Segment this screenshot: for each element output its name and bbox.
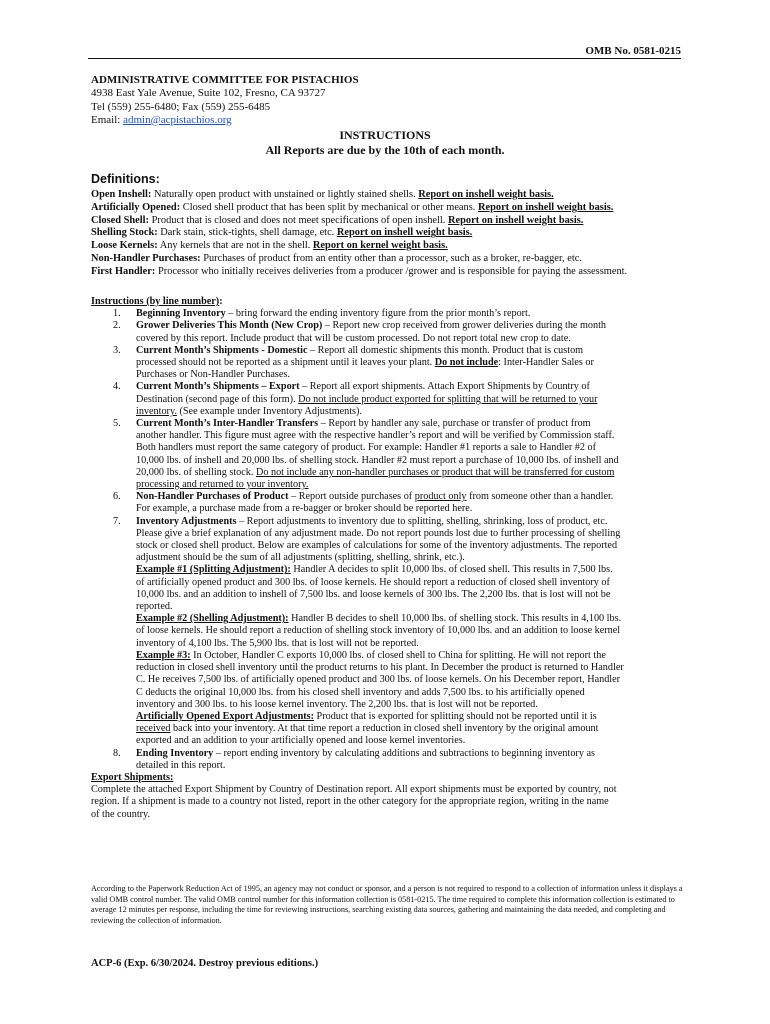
item-text: 20,000 lbs. of shelling stock.	[136, 466, 256, 478]
item-emphasis: inventory.	[136, 405, 177, 417]
definition-item	[91, 227, 691, 240]
example-text: In October, Handler C exports 10,000 lbs. of closed shell to China for splitting. He will not report the	[190, 649, 606, 661]
paperwork-reduction-notice: According to the Paperwork Reduction Act of 1995, an agency may not conduct or sponsor, and a person is not required to respond to a collection of information unless it displays a valid OMB control number. The valid OMB control number for this information collection is 0581-0215. The time required to complete this information collection is estimated to average 12 minutes per response, including the time for reviewing instructions, searching existing data sources, gathering and maintaining the data needed, and completing and reviewing the collection of information.	[91, 884, 683, 925]
definition-note: Report on inshell weight basis.	[448, 214, 584, 226]
item-term: Current Month’s Inter-Handler Transfers	[136, 418, 319, 430]
item-text: processed should not be reported as a shipment until it leaves your plant.	[136, 357, 435, 369]
instruction-item-2	[91, 320, 681, 344]
item-emphasis: product only	[414, 491, 467, 503]
example-text: reported.	[136, 601, 173, 613]
instruction-item-6	[91, 491, 681, 515]
definition-text: Any kernels that are not in the shell.	[157, 240, 313, 252]
item-text: – bring forward the ending inventory figure from the prior month’s report.	[225, 308, 531, 320]
item-term: Inventory Adjustments	[136, 515, 237, 527]
item-text: (See example under Inventory Adjustments).	[176, 405, 362, 417]
example-text: Product that is exported for splitting should not be reported until it is	[314, 710, 597, 722]
definition-item	[91, 253, 691, 266]
definition-term: Open Inshell:	[91, 189, 152, 200]
item-number: 4.	[113, 381, 121, 393]
item-text: – Report all domestic shipments this month. Product that is custom	[307, 344, 584, 356]
item-text: – Report new crop received from grower deliveries during the month	[322, 320, 607, 332]
item-text: Purchases or Non-Handler Purchases.	[136, 369, 290, 381]
example-text: exported and an addition to your artificially opened and loose kernel inventories.	[136, 735, 466, 747]
phone-fax: Tel (559) 255-6480; Fax (559) 255-6485	[91, 100, 271, 113]
example-text: C deducts the original 10,000 lbs. from his closed shell inventory and adds 7,500 lbs. to his artificially opened	[136, 686, 585, 698]
definition-text: Closed shell product that has been split by mechanical or other means.	[180, 201, 478, 213]
definition-term: Shelling Stock:	[91, 227, 158, 239]
address: 4938 East Yale Avenue, Suite 102, Fresno, CA 93727	[91, 87, 326, 100]
instructions-heading-colon: :	[219, 296, 223, 307]
page-subtitle: All Reports are due by the 10th of each month.	[265, 143, 505, 157]
definition-text: Processor who initially receives deliveries from a producer /grower and is responsible for paying the assessment.	[155, 265, 628, 277]
form-footer: ACP-6 (Exp. 6/30/2024. Destroy previous editions.)	[91, 958, 319, 969]
email-line	[91, 114, 359, 127]
definition-text: Product that is closed and does not meet specifications of open inshell.	[149, 214, 448, 226]
definition-item	[91, 240, 691, 253]
definition-item	[91, 202, 691, 215]
item-text: detailed in this report.	[136, 759, 226, 771]
instructions-heading	[91, 296, 681, 308]
item-emphasis: received	[136, 723, 171, 735]
instruction-item-4	[91, 381, 681, 418]
item-text: – Report by handler any sale, purchase or transfer of product from	[318, 418, 591, 430]
example-text: of artificially opened product and 300 lbs. of loose kernels. He should report a reduction of closed shell inventory of	[136, 576, 610, 588]
item-number: 5.	[113, 418, 121, 430]
item-text: 10,000 lbs. of inshell and 20,000 lbs. of shelling stock. Handler #2 must report a purchase of 10,000 lbs. of inshell and	[136, 454, 619, 466]
page-title: INSTRUCTIONS	[339, 128, 431, 142]
definition-note: Report on kernel weight basis.	[312, 240, 448, 252]
email-link[interactable]: admin@acpistachios.org	[123, 113, 232, 126]
email-label: Email:	[91, 113, 124, 126]
item-number: 3.	[113, 344, 121, 356]
item-emphasis: processing and returned to your inventory.	[136, 479, 309, 491]
export-text: of the country.	[91, 808, 151, 820]
definition-term: Artificially Opened:	[91, 201, 181, 213]
item-number: 2.	[113, 320, 121, 332]
item-text: For example, a purchase made from a re-bagger or broker should be reported here.	[136, 503, 473, 515]
item-text: adjustment should be the sum of all adjustments (splitting, shelling, shrink, etc.).	[136, 552, 465, 564]
instruction-item-3	[91, 345, 681, 382]
item-text: stock or closed shell product. Below are examples of calculations for some of the inventory adjustments. The reported	[136, 540, 618, 552]
item-text: covered by this report. Include product that will be custom processed. Do not report total new crop to date.	[136, 332, 571, 344]
item-term: Beginning Inventory	[136, 308, 226, 320]
definitions-list	[91, 189, 691, 279]
definition-term: First Handler:	[91, 265, 156, 277]
instructions-heading-text: Instructions (by line number)	[91, 296, 220, 307]
example-text: inventory and 300 lbs. to his loose kernel inventory. The 2,200 lbs. that is lost will not be reported.	[136, 698, 538, 710]
definition-text: Naturally open product with unstained or lightly stained shells.	[151, 189, 419, 200]
example-text: inventory of 4,100 lbs. The 5,900 lbs. that is lost will not be reported.	[136, 637, 419, 649]
item-text: another handler. This figure must agree with the respective handler’s report and will be verified by Commission staff.	[136, 430, 615, 442]
item-text: – report ending inventory by calculating additions and subtractions to beginning inventory as	[213, 747, 595, 759]
instruction-item-5	[91, 418, 681, 491]
item-text: : Inter-Handler Sales or	[498, 357, 594, 369]
example-label: Example #1 (Splitting Adjustment):	[136, 564, 291, 576]
instruction-item-1	[91, 308, 681, 320]
item-term: Current Month’s Shipments – Export	[136, 381, 300, 393]
omb-number: OMB No. 0581-0215	[585, 45, 681, 57]
example-text: Handler A decides to split 10,000 lbs. of closed shell. This results in 7,500 lbs.	[290, 564, 613, 576]
export-text: region. If a shipment is made to a country not listed, report in the other category for the appropriate region, writing in the name	[91, 796, 609, 808]
example-label: Artificially Opened Export Adjustments:	[136, 710, 314, 722]
organization-name: ADMINISTRATIVE COMMITTEE FOR PISTACHIOS	[91, 74, 359, 86]
item-number: 7.	[113, 515, 121, 527]
item-emphasis: Do not include	[434, 357, 499, 369]
title-block	[0, 128, 770, 158]
export-shipments-heading: Export Shipments:	[91, 771, 174, 783]
example-text: 10,000 lbs. and an addition to inshell of 7,500 lbs. and loose kernels of 300 lbs. The 2,200 lbs. that is lost will not be	[136, 588, 611, 600]
item-emphasis: Do not include any non-handler purchases or product that will be transferred for custom	[255, 466, 615, 478]
export-shipments-text	[91, 784, 681, 821]
item-emphasis: Do not include product exported for splitting that will be returned to your	[298, 393, 598, 405]
definition-item	[91, 266, 691, 279]
item-number: 1.	[113, 308, 121, 320]
item-text: Please give a brief explanation of any adjustment made. Do not report pounds lost due to further processing of shelling	[136, 527, 621, 539]
item-term: Current Month’s Shipments - Domestic	[136, 344, 308, 356]
example-label: Example #2 (Shelling Adjustment):	[136, 613, 289, 625]
definition-item	[91, 215, 691, 228]
definition-note: Report on inshell weight basis.	[477, 201, 614, 213]
item-text: – Report all export shipments. Attach Export Shipments by Country of	[299, 381, 590, 393]
example-label: Example #3:	[136, 649, 191, 661]
instruction-item-7	[91, 516, 681, 748]
export-text: Complete the attached Export Shipment by Country of Destination report. All export shipments must be exported by country, not	[91, 784, 617, 796]
definition-text: Purchases of product from an entity other than a processor, such as a broker, re-bagger, etc.	[200, 252, 582, 264]
definition-item	[91, 189, 691, 202]
item-text: Both handlers must report the same category of product. For example: Handler #1 reports a sale to Handler #2 of	[136, 442, 596, 454]
example-text: reduction in closed shell inventory until the product returns to his plant. In December the product is returned to Handler	[136, 662, 624, 674]
item-term: Non-Handler Purchases of Product	[136, 491, 289, 503]
instructions-section	[91, 296, 681, 821]
definition-term: Non-Handler Purchases:	[91, 252, 201, 264]
item-text: from someone other than a handler.	[466, 491, 614, 503]
item-term: Grower Deliveries This Month (New Crop)	[136, 320, 323, 332]
committee-header	[91, 74, 359, 127]
item-text: – Report adjustments to inventory due to splitting, shelling, shrinking, loss of product, etc.	[236, 515, 608, 527]
definition-text: Dark stain, stick-tights, shell damage, etc.	[157, 227, 337, 239]
definition-term: Closed Shell:	[91, 214, 150, 226]
definition-note: Report on inshell weight basis.	[336, 227, 473, 239]
example-text: of loose kernels. He should report a reduction of shelling stock inventory of 10,000 lbs. and an addition to loose kernel	[136, 625, 621, 637]
definition-note: Report on inshell weight basis.	[418, 189, 554, 200]
definition-term: Loose Kernels:	[91, 240, 158, 252]
item-text: Destination (second page of this form).	[136, 393, 299, 405]
item-term: Ending Inventory	[136, 747, 214, 759]
example-text: Handler B decides to shell 10,000 lbs. of shelling stock. This results in 4,100 lbs.	[288, 613, 622, 625]
example-text: C. He receives 7,500 lbs. of artificially opened product and 300 lbs. of loose kernels. On his December report, Handler	[136, 674, 621, 686]
example-text: back into your inventory. At that time report a reduction in closed shell inventory by the original amount	[170, 723, 599, 735]
header-rule	[88, 58, 681, 59]
item-text: – Report outside purchases of	[288, 491, 415, 503]
definitions-heading: Definitions:	[91, 172, 160, 186]
item-number: 8.	[113, 747, 121, 759]
item-number: 6.	[113, 491, 121, 503]
instruction-item-8	[91, 748, 681, 772]
